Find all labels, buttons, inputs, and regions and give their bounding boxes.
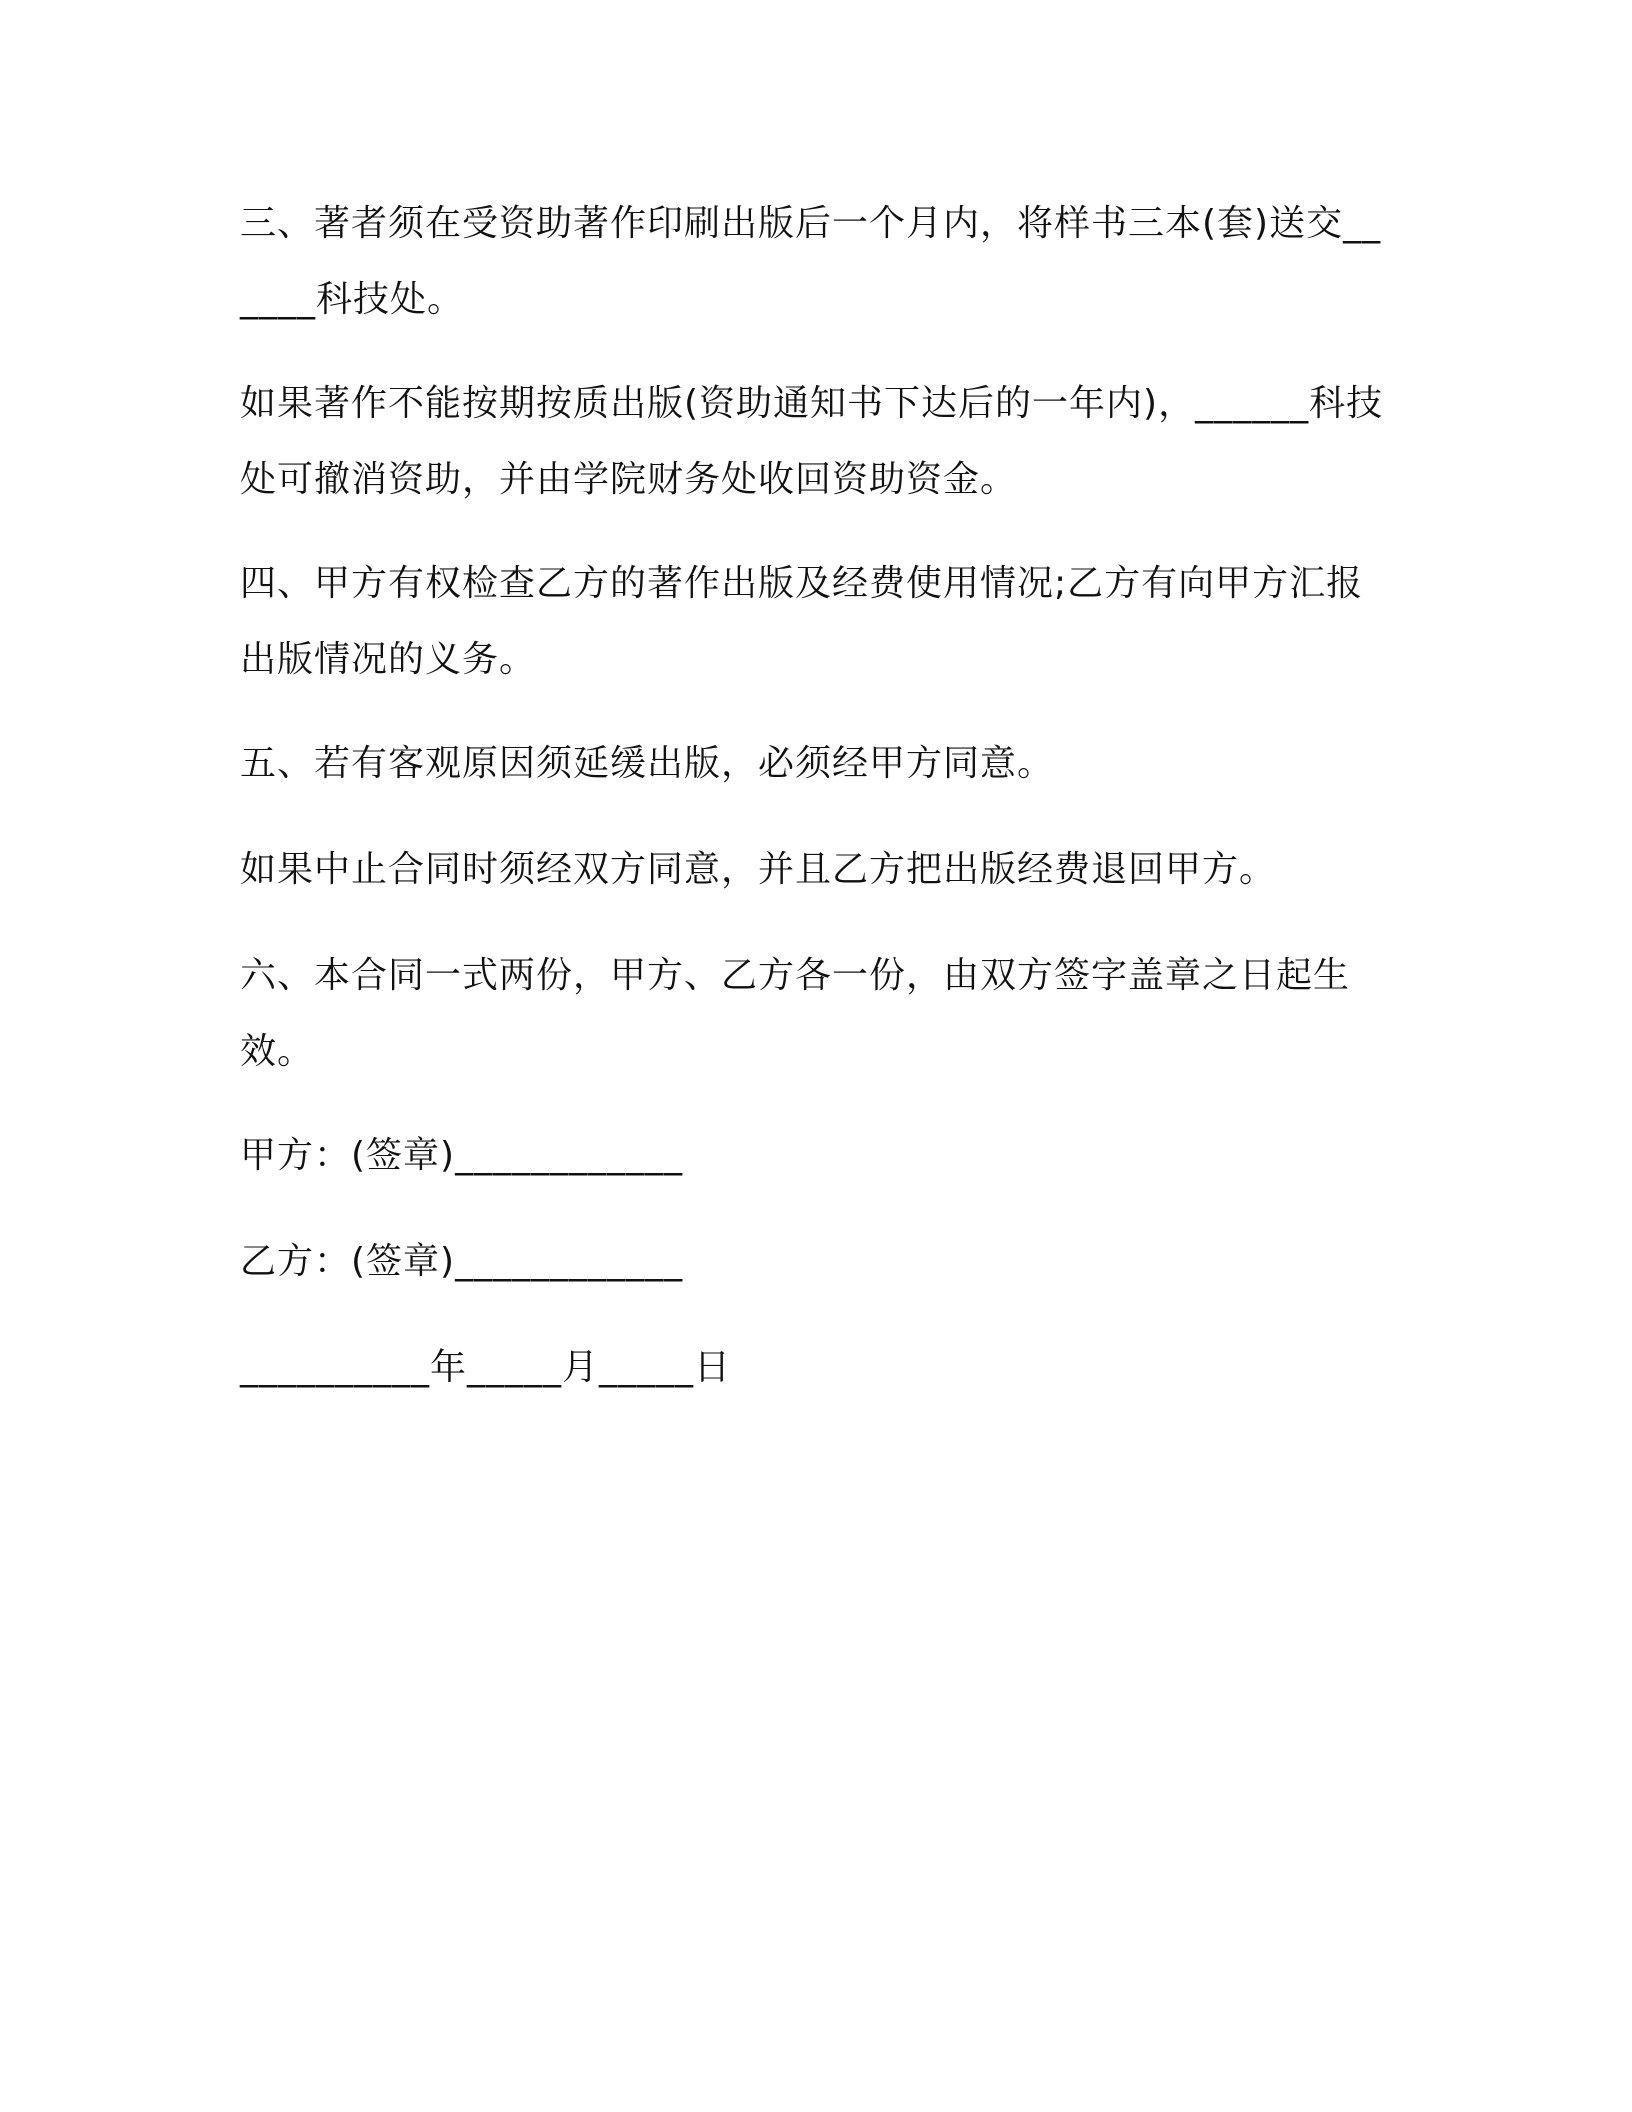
- clause-six: 六、本合同一式两份，甲方、乙方各一份，由双方签字盖章之日起生效。: [240, 955, 1351, 1072]
- clause-four: 四、甲方有权检查乙方的著作出版及经费使用情况;乙方有向甲方汇报出版情况的义务。: [240, 563, 1364, 680]
- document-body: [240, 186, 1390, 1436]
- party-a-signature: 甲方：(签章)____________: [240, 1135, 684, 1176]
- clause-three: 三、著者须在受资助著作印刷出版后一个月内，将样书三本(套)送交______科技处。: [240, 203, 1382, 320]
- clause-five-continuation: 如果中止合同时须经双方同意，并且乙方把出版经费退回甲方。: [240, 849, 1277, 890]
- signing-date: __________年_____月_____日: [240, 1347, 731, 1388]
- clause-five: 五、若有客观原因须延缓出版，必须经甲方同意。: [240, 743, 1055, 784]
- party-b-signature: 乙方：(签章)____________: [240, 1241, 684, 1282]
- clause-three-continuation: 如果著作不能按期按质出版(资助通知书下达后的一年内)，______科技处可撤消资助，并由学院财务处收回资助资金。: [240, 383, 1384, 500]
